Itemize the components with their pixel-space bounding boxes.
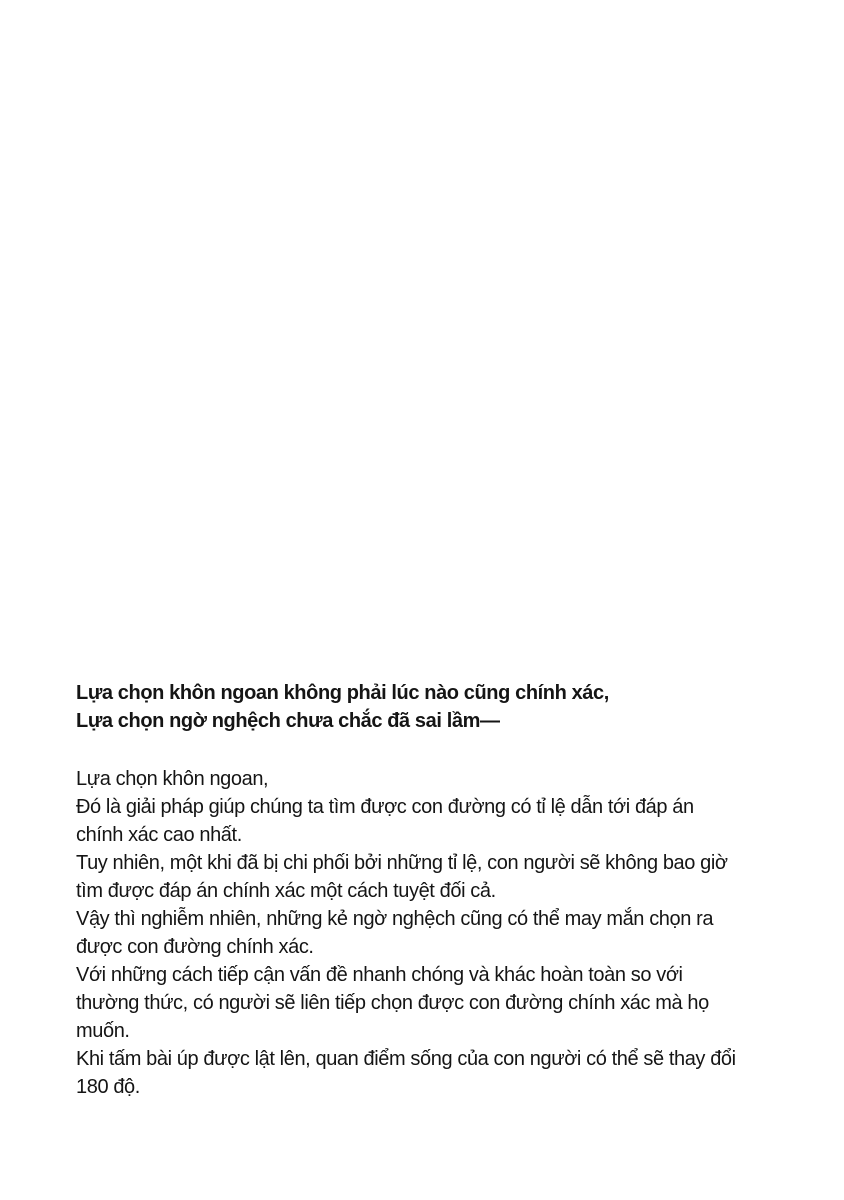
body-line: Khi tấm bài úp được lật lên, quan điểm sống của con người có thể sẽ thay đổi — [76, 1048, 736, 1070]
body-line: tìm được đáp án chính xác một cách tuyệt đối cả. — [76, 880, 496, 902]
heading-line: Lựa chọn ngờ nghệch chưa chắc đã sai lầm— — [76, 710, 500, 732]
body-line: 180 độ. — [76, 1076, 140, 1098]
body-line: Tuy nhiên, một khi đã bị chi phối bởi những tỉ lệ, con người sẽ không bao giờ — [76, 852, 728, 874]
body-line: được con đường chính xác. — [76, 936, 314, 958]
body-line: chính xác cao nhất. — [76, 824, 242, 846]
heading-line: Lựa chọn khôn ngoan không phải lúc nào cũng chính xác, — [76, 682, 609, 704]
body-line: Vậy thì nghiễm nhiên, những kẻ ngờ nghệch cũng có thể may mắn chọn ra — [76, 908, 714, 930]
body-text — [76, 765, 776, 1101]
body-line: Với những cách tiếp cận vấn đề nhanh chóng và khác hoàn toàn so với — [76, 964, 683, 986]
body-line: Đó là giải pháp giúp chúng ta tìm được con đường có tỉ lệ dẫn tới đáp án — [76, 796, 694, 818]
body-line: Lựa chọn khôn ngoan, — [76, 768, 269, 790]
heading — [76, 679, 776, 735]
body-line: muốn. — [76, 1020, 130, 1042]
body-line: thường thức, có người sẽ liên tiếp chọn được con đường chính xác mà họ — [76, 992, 709, 1014]
text-block — [76, 679, 776, 1101]
